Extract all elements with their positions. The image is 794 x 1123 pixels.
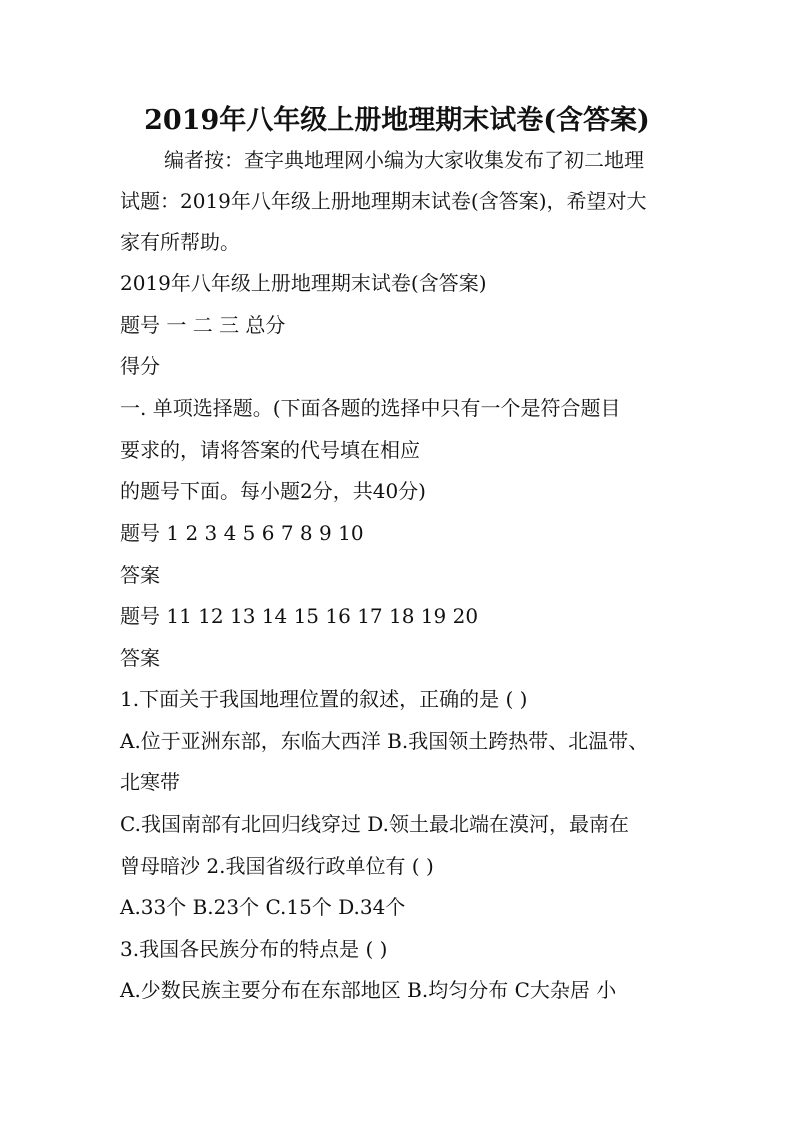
text-line: 家有所帮助。 (120, 230, 240, 254)
text-line: 一. 单项选择题。(下面各题的选择中只有一个是符合题目 (120, 396, 621, 420)
text-line: 北寒带 (120, 770, 180, 794)
text-line: 题号 1 2 3 4 5 6 7 8 9 10 (120, 521, 364, 545)
text-line: 得分 (120, 354, 160, 378)
text-line: 编者按：查字典地理网小编为大家收集发布了初二地理 (164, 148, 644, 172)
text-line: 3.我国各民族分布的特点是 ( ) (120, 937, 388, 961)
text-line: C.我国南部有北回归线穿过 D.领土最北端在漠河，最南在 (120, 812, 629, 836)
text-line: 试题：2019年八年级上册地理期末试卷(含答案)，希望对大 (120, 189, 647, 213)
text-line: A.位于亚洲东部，东临大西洋 B.我国领土跨热带、北温带、 (120, 729, 649, 753)
text-line: 2019年八年级上册地理期末试卷(含答案) (120, 271, 487, 295)
document-title: 2019年八年级上册地理期末试卷(含答案) (144, 105, 650, 136)
text-line: 答案 (120, 563, 160, 587)
text-line: A.33个 B.23个 C.15个 D.34个 (120, 895, 406, 919)
text-line: 要求的，请将答案的代号填在相应 (120, 438, 420, 462)
text-line: 题号 11 12 13 14 15 16 17 18 19 20 (120, 604, 479, 628)
text-line: 的题号下面。每小题2分，共40分) (120, 479, 426, 503)
text-line: 题号 一 二 三 总分 (120, 313, 286, 337)
text-line: 曾母暗沙 2.我国省级行政单位有 ( ) (120, 854, 434, 878)
text-line: A.少数民族主要分布在东部地区 B.均匀分布 C大杂居 小 (120, 978, 617, 1002)
text-line: 答案 (120, 646, 160, 670)
text-line: 1.下面关于我国地理位置的叙述，正确的是 ( ) (120, 687, 528, 711)
